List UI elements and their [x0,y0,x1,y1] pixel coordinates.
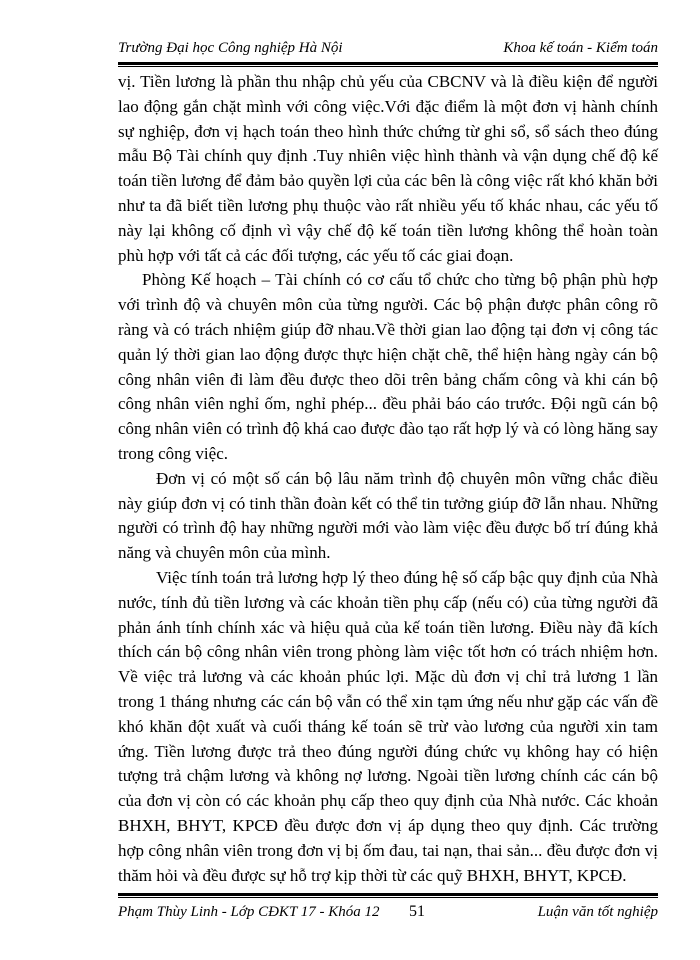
body-text [118,70,658,888]
page-header [118,40,658,64]
header-divider [118,62,658,67]
page-footer [118,900,658,924]
paragraph-1: vị. Tiền lương là phần thu nhập chủ yếu của CBCNV và là điều kiện để người lao động gắn chặt mình với công việc.Với đặc điểm là một đơn vị hành chính sự nghiệp, đơn vị hạch toán theo hình thức chứng từ ghi sổ, sổ sách theo đúng mẫu Bộ Tài chính quy định .Tuy nhiên việc hình thành và vận dụng chế độ kế toán tiền lương để đảm bảo quyền lợi của các bên là công việc rất khó khăn bởi như ta đã biết tiền lương phụ thuộc vào rất nhiều yếu tố khác nhau, các yếu tố này lại không cố định vì vậy chế độ kế toán tiền lương không thể hoàn toàn phù hợp với tất cả các đối tượng, các yếu tố các giai đoạn. [118,72,658,265]
paragraph-2: Phòng Kế hoạch – Tài chính có cơ cấu tổ chức cho từng bộ phận phù hợp với trình độ và chuyên môn của từng người. Các bộ phận được phân công rõ ràng và có trách nhiệm giúp đỡ nhau.Về thời gian lao động tại đơn vị công tác quản lý thời gian lao động được thực hiện chặt chẽ, thể hiện hàng ngày cán bộ công nhân viên đi làm đều được theo dõi trên bảng chấm công và khi cán bộ công nhân viên nghỉ ốm, nghỉ phép... đều phải báo cáo trước. Đội ngũ cán bộ công nhân viên có trình độ khá cao được đào tạo rất hợp lý và có lòng hăng say trong công việc. [118,270,658,463]
page-number: 51 [409,903,425,920]
footer-author: Phạm Thùy Linh - Lớp CĐKT 17 - Khóa 12 [118,904,380,920]
paragraph-3: Đơn vị có một số cán bộ lâu năm trình độ chuyên môn vững chắc điều này giúp đơn vị có tinh thần đoàn kết có thể tin tưởng giúp đỡ lẫn nhau. Những người có trình độ hay những người mới vào làm việc đều được bố trí đúng khả năng và chuyên môn của mình. [118,468,658,563]
footer-divider [118,893,658,898]
header-school-name: Trường Đại học Công nghiệp Hà Nội [118,40,343,56]
footer-doc-type: Luận văn tốt nghiệp [537,904,658,920]
header-department: Khoa kế toán - Kiểm toán [503,40,658,56]
paragraph-4: Việc tính toán trả lương hợp lý theo đúng hệ số cấp bậc quy định của Nhà nước, tính đủ tiền lương và các khoản tiền phụ cấp (nếu có) của từng người đã phản ánh tính chính xác và hiệu quả của kế toán tiền lương. Điều này đã kích thích cán bộ công nhân viên trong phòng làm việc tốt hơn có trách nhiệm hơn. Về việc trả lương và các khoản phúc lợi. Mặc dù đơn vị chỉ trả lương 1 lần trong 1 tháng nhưng các cán bộ vẫn có thể xin tạm ứng nếu như gặp các vấn đề khó khăn đột xuất và cuối tháng kế toán sẽ trừ vào lương của người xin tam ứng. Tiền lương được trả theo đúng người đúng chức vụ không hay có hiện tượng trả chậm lương và không nợ lương. Ngoài tiền lương chính các cán bộ của đơn vị còn có các khoản phụ cấp theo quy định của Nhà nước. Các khoản BHXH, BHYT, KPCĐ đều được đơn vị áp dụng theo quy định. Các trường hợp công nhân viên trong đơn vị bị ốm đau, tai nạn, thai sản... đều được đơn vị thăm hỏi và đều được sự hỗ trợ kịp thời từ các quỹ BHXH, BHYT, KPCĐ. [118,567,658,885]
